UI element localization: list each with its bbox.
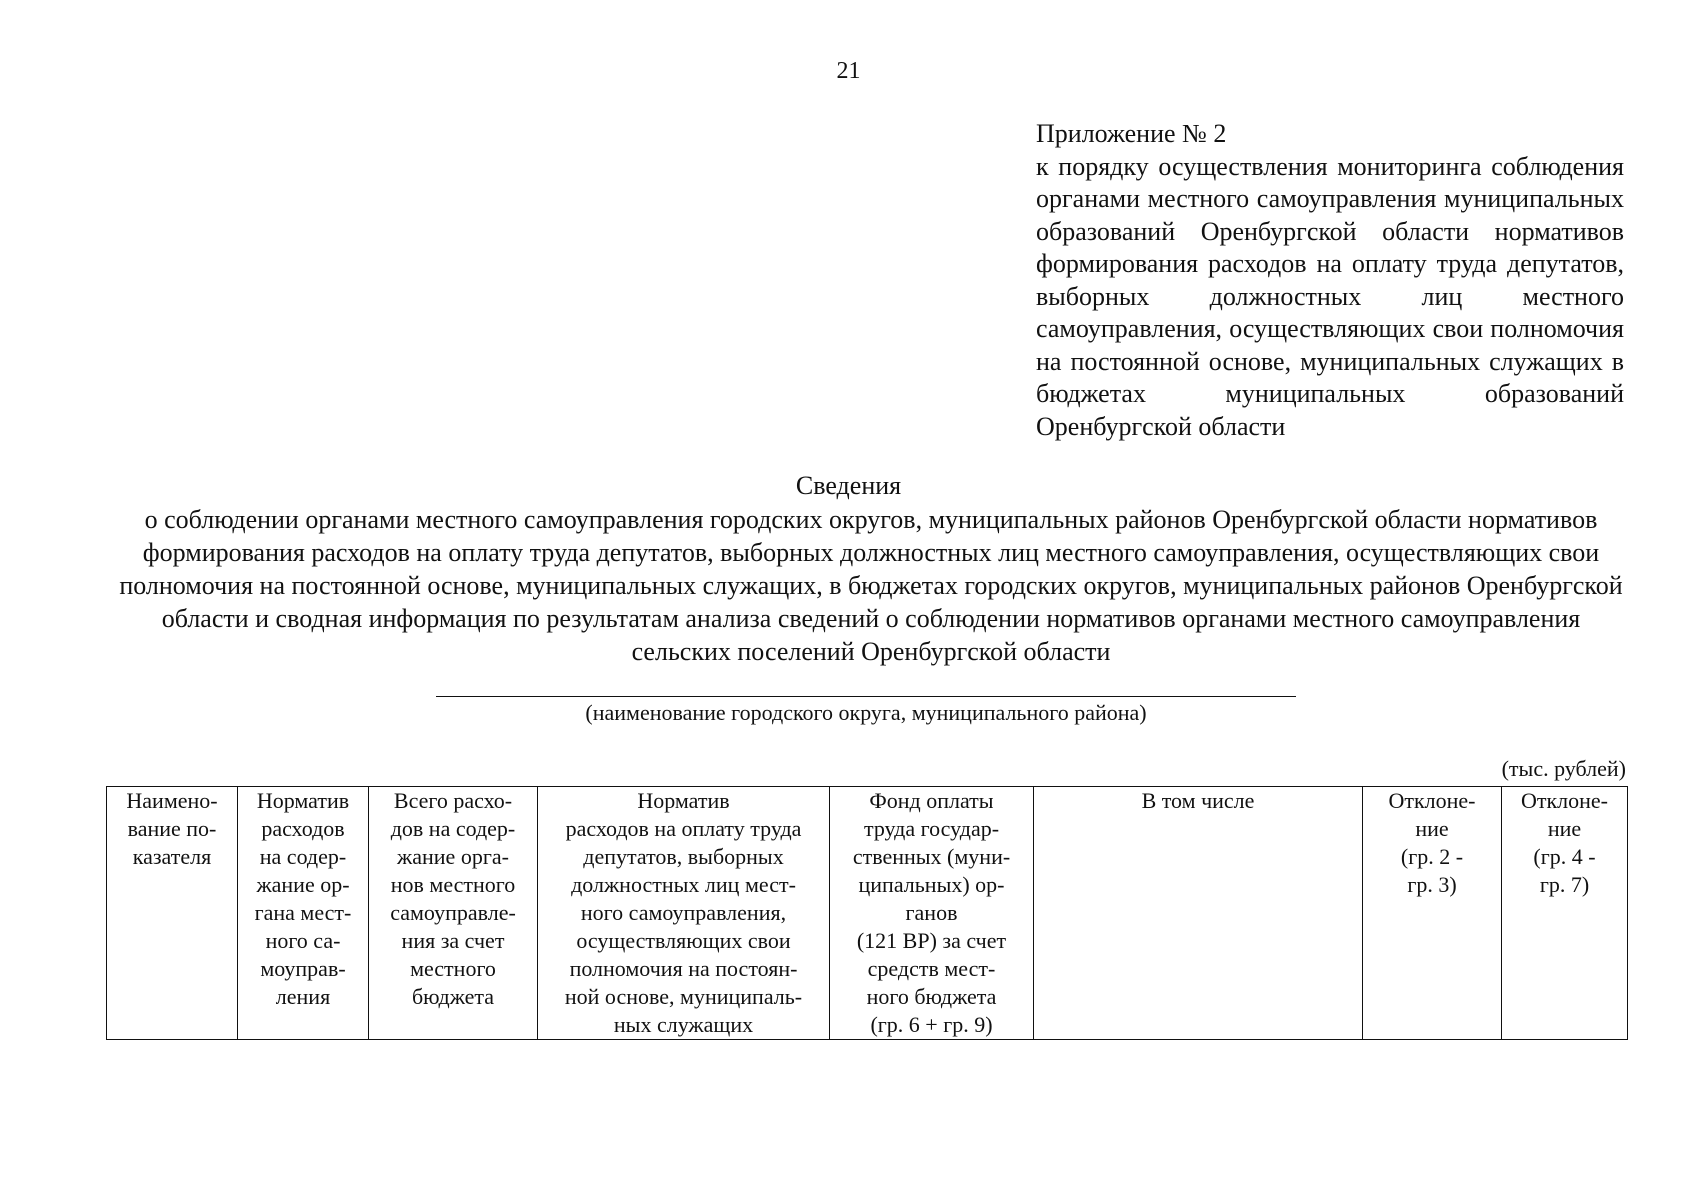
header-deviation-2-3: Отклоне- ние (гр. 2 - гр. 3) [1363, 787, 1502, 1040]
name-fill-line [436, 696, 1296, 697]
header-salary-norm: Норматив расходов на оплату труда депутатов, выборных должностных лиц мест- ного самоуправления, осуществляющих свои полномочия на постоян- ной основе, муниципаль- ных служащих [538, 787, 830, 1040]
data-table [106, 786, 1628, 1040]
units-label: (тыс. рублей) [1501, 756, 1626, 781]
document-subtitle: о соблюдении органами местного самоуправления городских округов, муниципальных районов Оренбургской области нормативов формирования расходов на оплату труда депутатов, выборных должностных лиц местного самоуправления, осуществляющих свои полномочия на постоянной основе, муниципальных служащих, в бюджетах городских округов, муниципальных районов Оренбургской области и сводная информация по результатам анализа сведений о соблюдении нормативов органами местного самоуправления сельских поселений Оренбургской области [119, 505, 1623, 666]
table-header-row [107, 787, 1628, 1040]
header-including: В том числе [1034, 787, 1363, 1040]
header-total-expenses: Всего расхо- дов на содер- жание орга- нов местного самоуправле- ния за счет местного бюджета [369, 787, 538, 1040]
header-indicator-name: Наимено- вание по- казателя [107, 787, 238, 1040]
appendix-block [1036, 118, 1624, 443]
header-expense-norm: Норматив расходов на содер- жание ор- гана мест- ного са- моуправ- ления [238, 787, 369, 1040]
header-deviation-4-7: Отклоне- ние (гр. 4 - гр. 7) [1502, 787, 1628, 1040]
header-salary-fund: Фонд оплаты труда государ- ственных (муни- ципальных) ор- ганов (121 ВР) за счет средств мест- ного бюджета (гр. 6 + гр. 9) [830, 787, 1034, 1040]
name-caption: (наименование городского округа, муниципального района) [585, 700, 1147, 725]
page-number: 21 [836, 58, 861, 84]
appendix-body: к порядку осуществления мониторинга соблюдения органами местного самоуправления муниципальных образований Оренбургской области нормативов формирования расходов на оплату труда депутатов, выборных должностных лиц местного самоуправления, осуществляющих свои полномочия на постоянной основе, муниципальных служащих в бюджетах муниципальных образований Оренбургской области [1036, 151, 1624, 441]
appendix-title: Приложение № 2 [1036, 119, 1227, 148]
document-title: Сведения [795, 471, 902, 500]
